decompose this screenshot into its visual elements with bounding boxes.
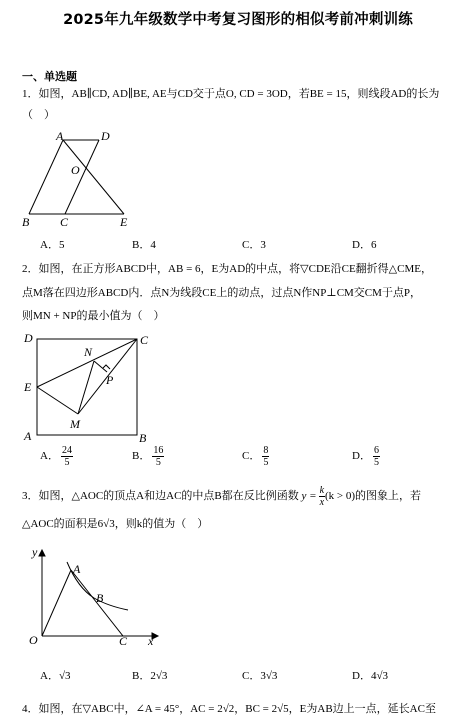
q3-option-c[interactable]: C．3√3 — [242, 670, 278, 682]
q1-text-line1: 1．如图，AB∥CD, AD∥BE, AE与CD交于点O, CD = 3OD，若BE = 15，则线段AD的长为 — [22, 88, 440, 100]
q2-label-a: A — [24, 429, 32, 443]
q4-text-line1: 4．如图，在▽ABC中，∠A = 45°，AC = 2√2，BC = 2√5，E为AB边上一点，延长AC至 — [22, 703, 436, 715]
q1-text-line2: （ ） — [22, 109, 55, 121]
q2-label-p: P — [106, 373, 114, 387]
q2-option-c[interactable]: C． $\frac{8}{5}$ — [242, 445, 269, 468]
q2-option-d[interactable]: D． $\frac{6}{5}$ — [352, 445, 379, 468]
q2-segment-mn — [78, 361, 94, 414]
q1-option-d[interactable]: D．6 — [352, 239, 377, 251]
q3-option-a[interactable]: A．√3 — [40, 670, 71, 682]
q2-label-b: B — [139, 431, 147, 445]
q3-label-a: A — [73, 562, 81, 576]
q1-option-a[interactable]: A．5 — [40, 239, 65, 251]
q1-label-o: O — [71, 163, 80, 177]
q2-segment-em — [37, 387, 78, 414]
q3-label-o: O — [29, 633, 38, 647]
q3-function-condition: (k > 0) — [325, 490, 356, 503]
q3-text-line2: △AOC的面积是6√3，则k的值为（ ） — [22, 518, 209, 530]
q1-label-b: B — [22, 215, 30, 229]
q3-text-line1: 3．如图，△AOC的顶点A和边AC的中点B都在反比例函数 y = $\frac{k}{x}$ (k > 0)的图象上，若 — [22, 485, 422, 508]
q3-y-arrow — [39, 550, 45, 556]
q1-label-e: E — [120, 215, 128, 229]
q1-label-d: D — [101, 129, 110, 143]
q2-label-e: E — [24, 380, 32, 394]
q3-label-b: B — [96, 591, 104, 605]
q2-label-d: D — [24, 331, 33, 345]
q1-label-c: C — [60, 215, 69, 229]
q3-label-x: x — [148, 634, 154, 648]
q2-right-angle-mark — [103, 365, 110, 369]
q1-figure — [20, 128, 140, 230]
q3-option-d[interactable]: D．4√3 — [352, 670, 388, 682]
q3-function-lhs: y = — [301, 490, 317, 503]
q2-label-n: N — [84, 345, 93, 359]
q3-function-fraction: $\frac{k}{x}$ — [319, 485, 325, 508]
q2-figure — [20, 330, 160, 445]
q1-segment-ab — [29, 140, 63, 214]
q2-option-b[interactable]: B． $\frac{16}{5}$ — [132, 445, 164, 468]
section-heading: 一、单选题 — [22, 70, 77, 83]
q1-label-a: A — [56, 129, 64, 143]
q2-option-a[interactable]: A． $\frac{24}{5}$ — [40, 445, 72, 468]
q2-text-line1: 2．如图，在正方形ABCD中，AB = 6，E为AD的中点，将▽CDE沿CE翻折得△CME， — [22, 263, 432, 275]
q3-figure — [20, 540, 160, 650]
q3-option-b[interactable]: B．2√3 — [132, 670, 168, 682]
q2-text-line2: 点M落在四边形ABCD内．点N为线段CE上的动点，过点N作NP⊥CM交CM于点P， — [22, 287, 422, 299]
q1-option-c[interactable]: C．3 — [242, 239, 266, 251]
q3-label-c: C — [119, 634, 128, 648]
page-title: 2025年九年级数学中考复习图形的相似考前冲刺训练 — [63, 12, 413, 28]
q2-label-c: C — [140, 333, 149, 347]
q3-segment-oa — [42, 570, 71, 636]
q3-label-y: y — [32, 545, 38, 559]
q2-text-line3: 则MN + NP的最小值为（ ） — [22, 310, 165, 322]
q1-option-b[interactable]: B．4 — [132, 239, 156, 251]
q2-label-m: M — [70, 417, 80, 431]
